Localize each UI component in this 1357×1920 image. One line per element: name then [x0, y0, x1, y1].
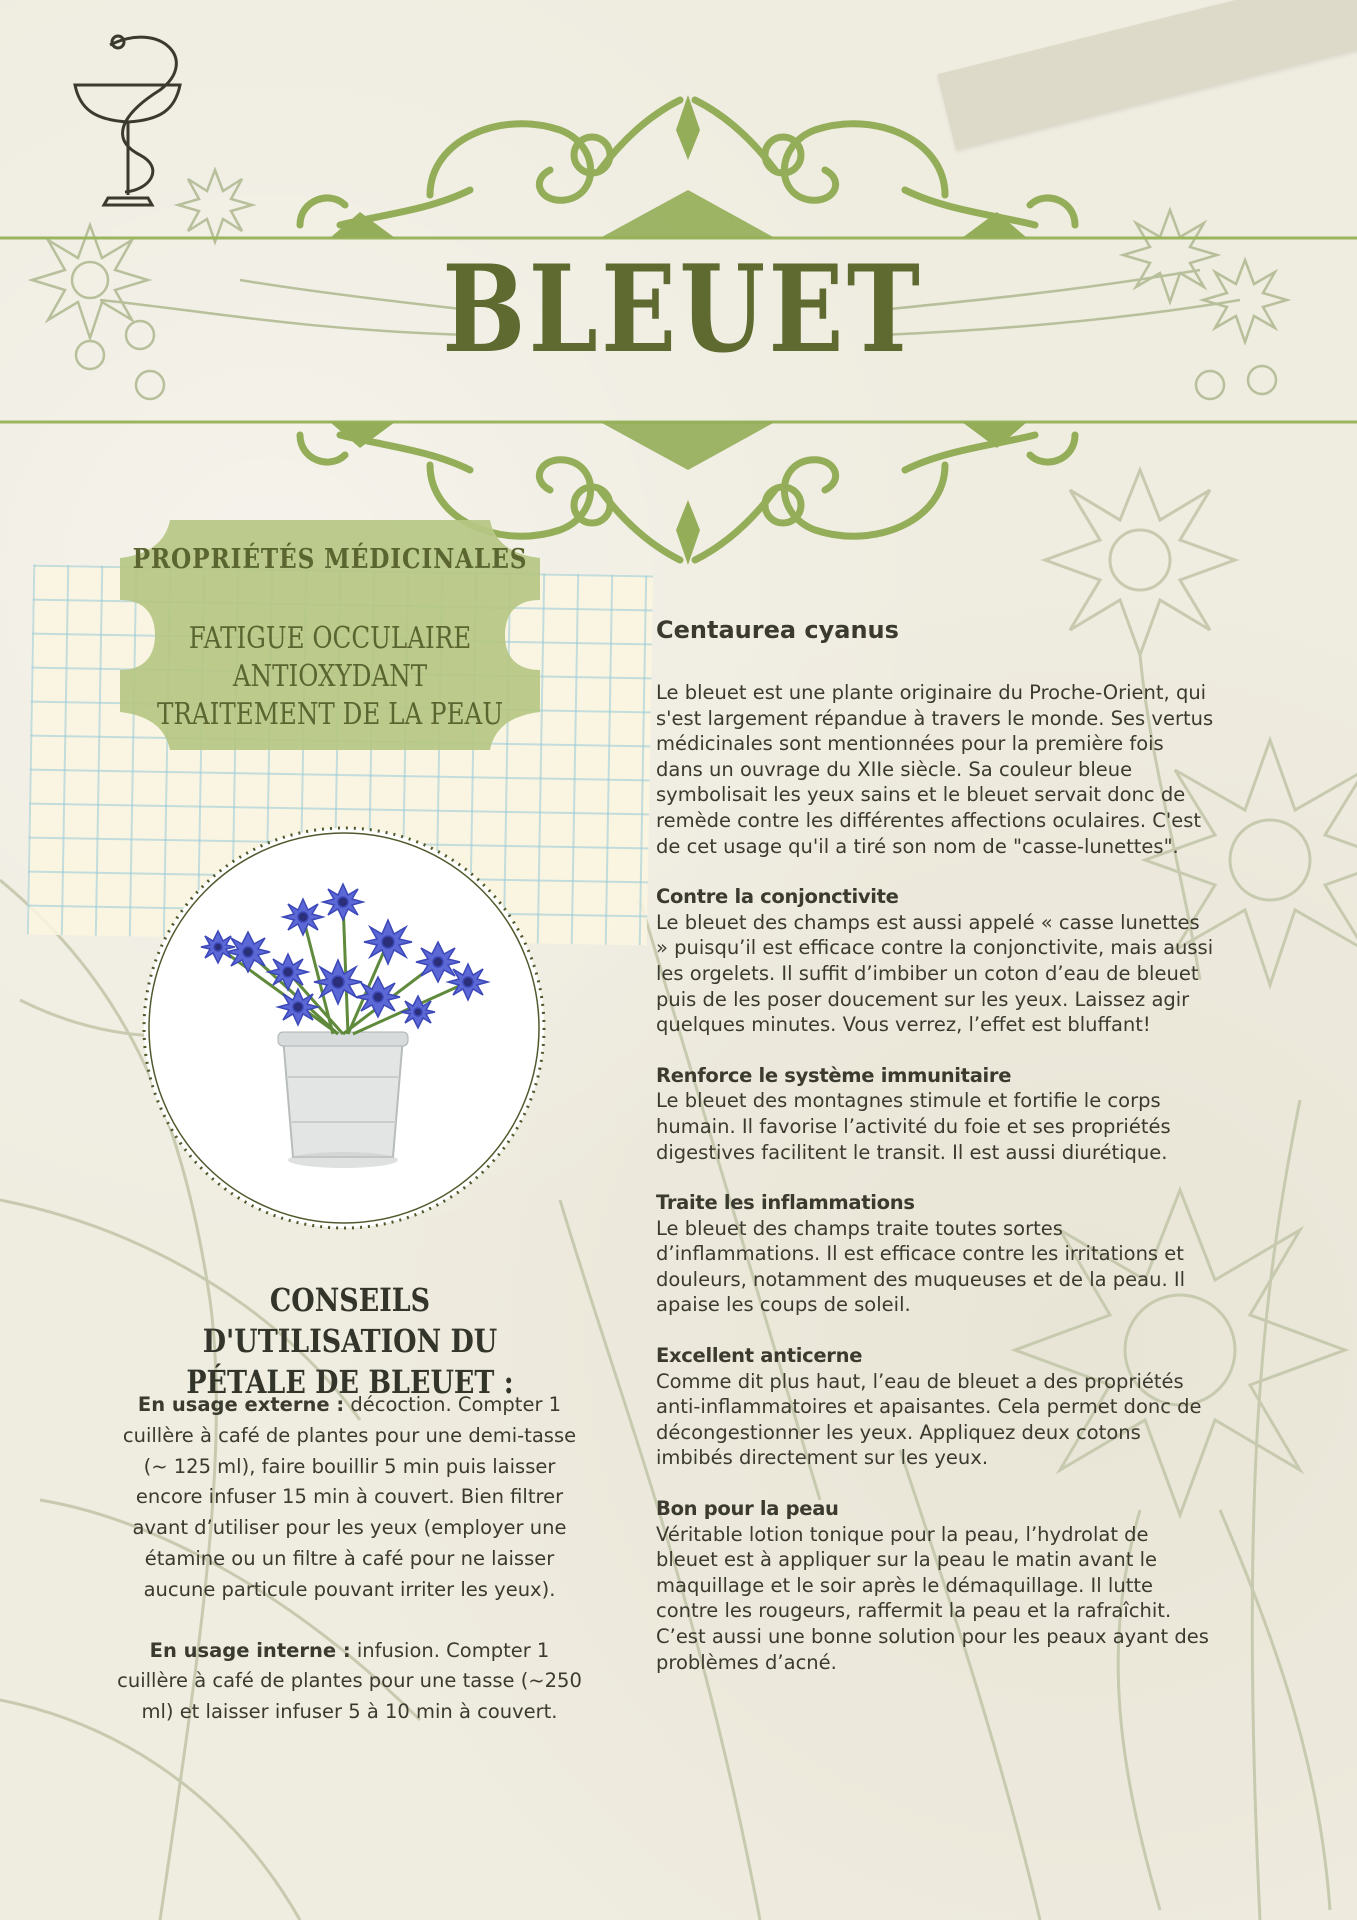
species-name: Centaurea cyanus [656, 616, 899, 644]
usage-externe-label: En usage externe : [137, 1393, 345, 1416]
section-title: Renforce le système immunitaire [656, 1063, 1012, 1087]
cornflower-icon [1123, 210, 1217, 302]
section-text: Le bleuet des montagnes stimule et fortifie le corps humain. Il favorise l’activité du foie et ses propriétés digestives facilitent le transit. Il est aussi diurétique. [656, 1089, 1171, 1164]
section-text: Véritable lotion tonique pour la peau, l’hydrolat de bleuet est à appliquer sur la peau le matin avant le maquillage et le soir après le démaquillage. Il lutte contre les rougeurs, raffermit la peau et la rafraîchit. C’est aussi une bonne solution pour les peaux ayant des problèmes d’acné. [656, 1522, 1209, 1674]
property-item: ANTIOXYDANT [232, 659, 428, 694]
property-item: FATIGUE OCCULAIRE [188, 621, 472, 656]
cornflower-icon [1203, 260, 1287, 342]
properties-heading: PROPRIÉTÉS MÉDICINALES [132, 544, 528, 575]
section-inflammations [656, 1190, 1216, 1318]
section-anticerne [656, 1343, 1216, 1471]
property-item: TRAITEMENT DE LA PEAU [156, 697, 504, 732]
conseils-title: CONSEILS D'UTILISATION DU PÉTALE DE BLEUET : [186, 1281, 514, 1401]
section-peau [656, 1496, 1216, 1675]
section-title: Excellent anticerne [656, 1344, 863, 1368]
conseils-body [112, 1390, 587, 1728]
cornflower-icon [32, 225, 148, 338]
usage-interne-label: En usage interne : [149, 1638, 351, 1662]
usage-externe [112, 1390, 587, 1606]
usage-interne [112, 1636, 587, 1728]
page-title: BLEUET [442, 239, 924, 380]
section-title: Traite les inflammations [656, 1191, 915, 1215]
intro-paragraph: Le bleuet est une plante originaire du Proche-Orient, qui s'est largement répandue à travers le monde. Ses vertus médicinales sont mentionnées pour la première fois dans un ouvrage du XIIe siècle. Sa couleur bleue symbolisait les yeux sains et le bleuet servait donc de remède contre les différentes affections oculaires. C'est de cet usage qu'il a tiré son nom de "casse-lunettes". [656, 681, 1214, 858]
bowl-of-hygieia-icon [75, 36, 180, 205]
cornflower-photo [138, 822, 550, 1234]
usage-externe-text: décoction. Compter 1 cuillère à café de plantes pour une demi-tasse (~ 125 ml), faire bouillir 5 min puis laisser encore infuser 15 min à couvert. Bien filtrer avant d’utiliser pour les yeux (employer une étamine ou un filtre à café pour ne laisser aucune particule pouvant irriter les yeux). [122, 1393, 577, 1601]
properties-list [100, 620, 560, 734]
section-text: Le bleuet des champs est aussi appelé « casse lunettes » puisqu’il est efficace contre la conjonctivite, mais aussi les orgelets. Il suffit d’imbiber un coton d’eau de bleuet puis de les poser doucement sur les yeux. Laissez agir quelques minutes. Vous verrez, l’effet est bluffant! [656, 910, 1214, 1037]
section-conjonctivite [656, 884, 1216, 1038]
section-immunitaire [656, 1063, 1216, 1165]
usage-interne-text: infusion. Compter 1 cuillère à café de plantes pour une tasse (~250 ml) et laisser infuser 5 à 10 min à couvert. [117, 1638, 582, 1724]
properties-badge [100, 500, 560, 770]
section-text: Le bleuet des champs traite toutes sortes d’inflammations. Il est efficace contre les irritations et douleurs, notamment des muqueuses et de la peau. Il apaise les coups de soleil. [656, 1216, 1186, 1317]
bucket [278, 1032, 408, 1168]
section-text: Comme dit plus haut, l’eau de bleuet a des propriétés anti-inflammatoires et apaisantes. Cela permet donc de décongestionner les yeux. Appliquez deux cotons imbibés directement sur les yeux. [656, 1369, 1202, 1470]
description-column [656, 680, 1216, 1700]
cornflower-icon [178, 170, 252, 242]
section-title: Contre la conjonctivite [656, 885, 899, 909]
section-title: Bon pour la peau [656, 1497, 839, 1521]
